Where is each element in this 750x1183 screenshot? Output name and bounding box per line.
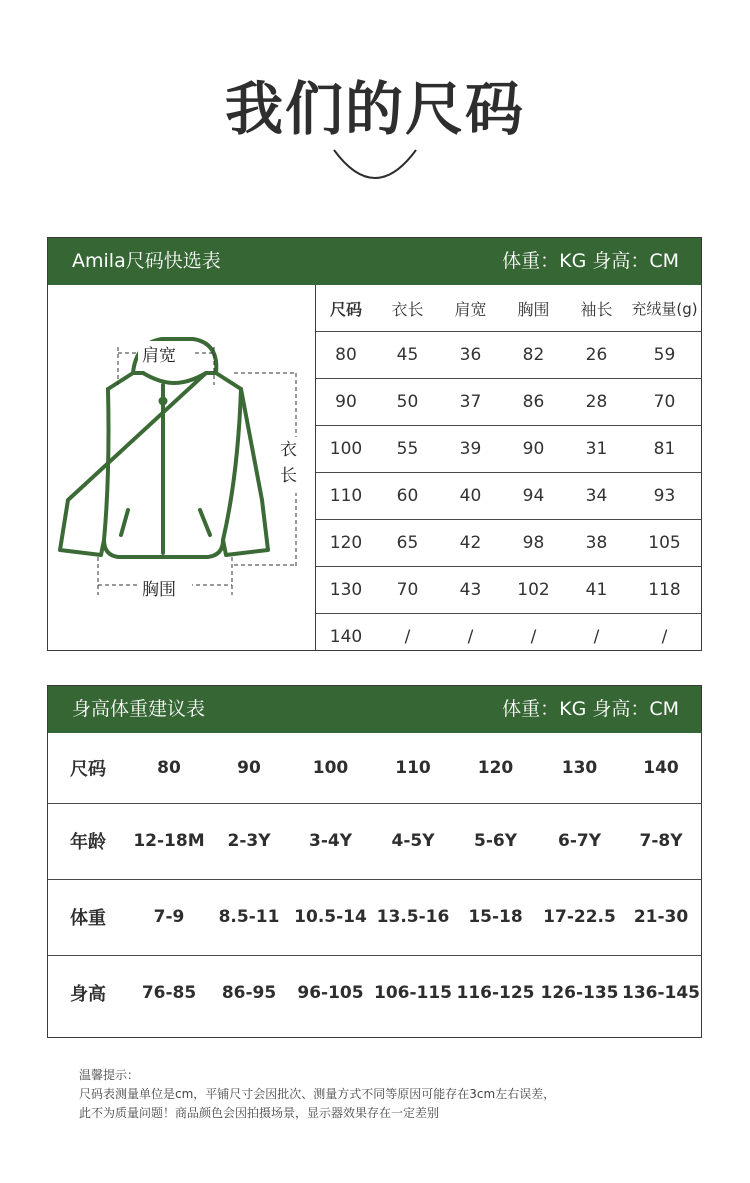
column-header: 胸围 [502, 285, 565, 332]
table-cell: 41 [565, 567, 628, 614]
table-cell: / [593, 627, 600, 647]
table-cell: 106-115 [373, 983, 453, 1003]
table-cell: 36 [439, 332, 502, 379]
jacket-icon [48, 285, 315, 650]
table-cell: 7-8Y [621, 803, 701, 879]
table-cell: 81 [628, 426, 701, 473]
table-cell: 8.5-11 [210, 879, 288, 955]
table-cell: 38 [565, 520, 628, 567]
table-cell: 102 [502, 567, 565, 614]
table-row [316, 614, 701, 661]
table-cell: 110 [373, 733, 453, 803]
tips-heading: 温馨提示： [79, 1068, 140, 1082]
table-cell: 28 [565, 379, 628, 426]
table-row [316, 567, 701, 614]
shoulder-label: 肩宽 [142, 346, 176, 366]
table-cell: 65 [376, 520, 439, 567]
column-header: 尺码 [316, 285, 376, 332]
column-header: 充绒量(g) [628, 285, 701, 332]
table-cell: 6-7Y [538, 803, 621, 879]
table-row [316, 473, 701, 520]
table-cell: 94 [502, 473, 565, 520]
length-label: 衣长 [280, 440, 297, 486]
table-cell: 118 [628, 567, 701, 614]
chest-label: 胸围 [142, 580, 176, 600]
column-header: 衣长 [376, 285, 439, 332]
table-cell: 86-95 [221, 983, 277, 1003]
table-cell: 70 [376, 567, 439, 614]
column-header: 肩宽 [439, 285, 502, 332]
table-cell: / [661, 627, 668, 647]
table-cell: 140 [621, 733, 701, 803]
table-cell: 13.5-16 [373, 879, 453, 955]
table-cell: 105 [628, 520, 701, 567]
table-row [316, 520, 701, 567]
advice-table-units: 体重：KG 身高：CM [502, 698, 679, 720]
row-header: 尺码 [48, 733, 128, 803]
jacket-diagram [48, 285, 315, 650]
tips-line: 此不为质量问题！商品颜色会因拍摄场景，显示器效果存在一定差别 [79, 1106, 440, 1120]
quick-table-header [48, 238, 701, 285]
table-cell: 86 [502, 379, 565, 426]
table-row [48, 955, 701, 1031]
quick-size-table [47, 237, 702, 651]
table-header-row [316, 285, 701, 332]
table-cell: 136-145 [621, 983, 701, 1003]
table-cell: 42 [439, 520, 502, 567]
table-cell: 76-85 [141, 983, 197, 1003]
table-cell: 120 [316, 520, 376, 567]
table-cell: 130 [538, 733, 621, 803]
row-header: 身高 [70, 984, 106, 1005]
table-cell: 31 [565, 426, 628, 473]
page-title: 我们的尺码 [224, 75, 525, 143]
table-cell: 39 [439, 426, 502, 473]
table-cell: 80 [316, 332, 376, 379]
table-cell: 140 [329, 627, 363, 647]
table-cell: 50 [376, 379, 439, 426]
table-row [316, 379, 701, 426]
table-cell: 116-125 [456, 983, 535, 1003]
height-weight-table [47, 685, 702, 1038]
table-cell: 100 [288, 733, 373, 803]
table-cell: 59 [628, 332, 701, 379]
table-cell: / [404, 627, 411, 647]
table-cell: 7-9 [128, 879, 210, 955]
table-cell: 17-22.5 [538, 879, 621, 955]
table-cell: 90 [316, 379, 376, 426]
table-cell: 5-6Y [453, 803, 538, 879]
table-cell: 126-135 [540, 983, 619, 1003]
table-cell: 34 [565, 473, 628, 520]
table-cell: / [467, 627, 474, 647]
table-cell: 43 [439, 567, 502, 614]
table-cell: 110 [316, 473, 376, 520]
table-row [48, 733, 701, 803]
table-cell: 37 [439, 379, 502, 426]
table-cell: 90 [210, 733, 288, 803]
table-cell: 130 [316, 567, 376, 614]
table-cell: 15-18 [453, 879, 538, 955]
table-cell: 12-18M [128, 803, 210, 879]
tips-line: 尺码表测量单位是cm，平铺尺寸会因批次、测量方式不同等原因可能存在3cm左右误差， [79, 1087, 556, 1101]
table-row [48, 879, 701, 955]
table-row [316, 426, 701, 473]
table-cell: 45 [376, 332, 439, 379]
table-cell: 93 [628, 473, 701, 520]
table-cell: 2-3Y [210, 803, 288, 879]
advice-table-title: 身高体重建议表 [72, 698, 206, 720]
row-header: 体重 [48, 879, 128, 955]
size-spec-table [316, 285, 701, 660]
table-cell: 55 [376, 426, 439, 473]
table-cell: 26 [565, 332, 628, 379]
table-cell: 4-5Y [373, 803, 453, 879]
table-cell: 3-4Y [288, 803, 373, 879]
table-cell: 90 [502, 426, 565, 473]
row-header: 年龄 [48, 803, 128, 879]
smile-decoration [330, 148, 420, 182]
table-row [316, 332, 701, 379]
quick-table-title: Amila尺码快选表 [72, 250, 221, 272]
column-header: 袖长 [565, 285, 628, 332]
table-cell: 120 [453, 733, 538, 803]
table-cell: 98 [502, 520, 565, 567]
table-cell: 96-105 [297, 983, 364, 1003]
table-cell: 82 [502, 332, 565, 379]
tips-note [79, 1066, 555, 1123]
advice-table-header [48, 686, 701, 733]
table-row [48, 803, 701, 879]
table-cell: 60 [376, 473, 439, 520]
table-cell: 100 [316, 426, 376, 473]
table-cell: 21-30 [621, 879, 701, 955]
table-cell: 80 [128, 733, 210, 803]
advice-table-body [48, 733, 701, 1031]
table-cell: 40 [439, 473, 502, 520]
table-cell: / [530, 627, 537, 647]
table-cell: 70 [628, 379, 701, 426]
table-cell: 10.5-14 [288, 879, 373, 955]
quick-table-units: 体重：KG 身高：CM [502, 250, 679, 272]
